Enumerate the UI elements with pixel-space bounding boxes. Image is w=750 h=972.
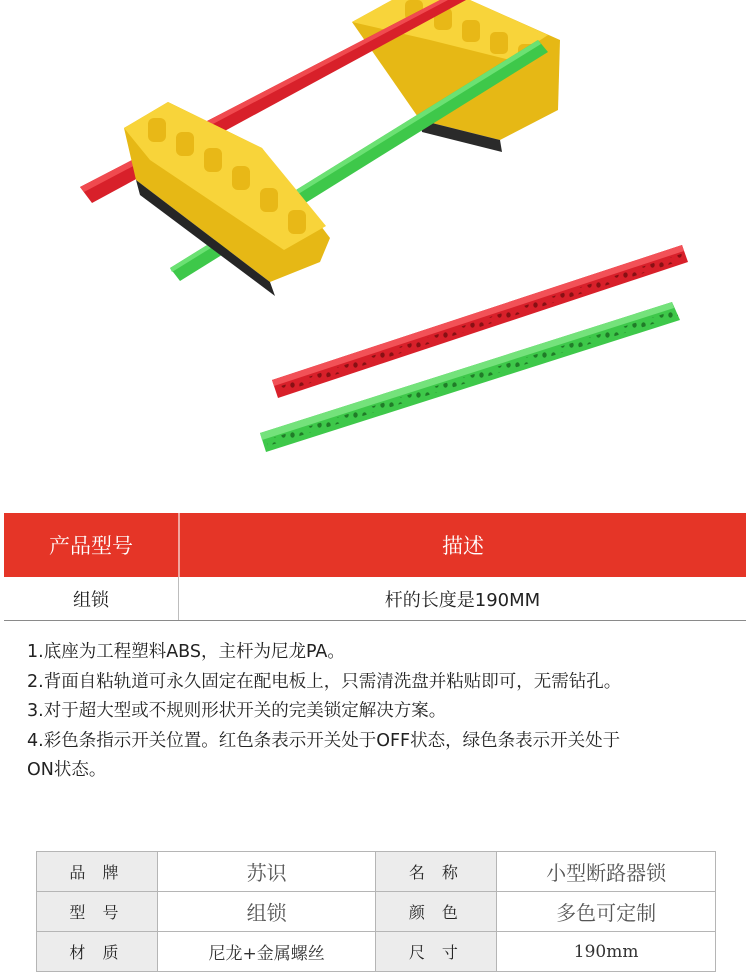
- upper-base: [352, 0, 560, 152]
- spec-key: 颜 色: [376, 892, 497, 932]
- feature-line: 2.背面自粘轨道可永久固定在配电板上，只需清洗盘并粘贴即可，无需钻孔。: [27, 671, 622, 692]
- spec-value: 小型断路器锁: [497, 852, 716, 892]
- spec-value: 组锁: [157, 892, 376, 932]
- feature-line: 4.彩色条指示开关位置。红色条表示开关处于OFF状态，绿色条表示开关处于: [27, 730, 621, 751]
- table-row: [37, 892, 716, 932]
- spec-key: 材 质: [37, 932, 158, 972]
- spec-table: [36, 851, 716, 972]
- table-row: [37, 852, 716, 892]
- spec-value: 苏识: [157, 852, 376, 892]
- cell-model: 组锁: [4, 577, 179, 620]
- spec-key: 品 牌: [37, 852, 158, 892]
- table-row: [4, 577, 746, 621]
- cell-desc: 杆的长度是190MM: [384, 589, 541, 611]
- header-desc: 描述: [442, 534, 484, 558]
- feature-list: [27, 638, 727, 786]
- model-table-header: [4, 513, 746, 577]
- feature-line: 1.底座为工程塑料ABS，主杆为尼龙PA。: [27, 642, 345, 662]
- feature-line: ON状态。: [27, 760, 107, 780]
- spec-key: 尺 寸: [376, 932, 497, 972]
- spec-key: 名 称: [376, 852, 497, 892]
- feature-line: 3.对于超大型或不规则形状开关的完美锁定解决方案。: [27, 701, 447, 721]
- model-table: [4, 513, 746, 621]
- lower-base: [124, 102, 330, 296]
- spec-key: 型 号: [37, 892, 158, 932]
- header-model: 产品型号: [4, 513, 180, 577]
- spec-value: 尼龙+金属螺丝: [157, 932, 376, 972]
- spec-value: 多色可定制: [497, 892, 716, 932]
- spec-value: 190mm: [497, 932, 716, 972]
